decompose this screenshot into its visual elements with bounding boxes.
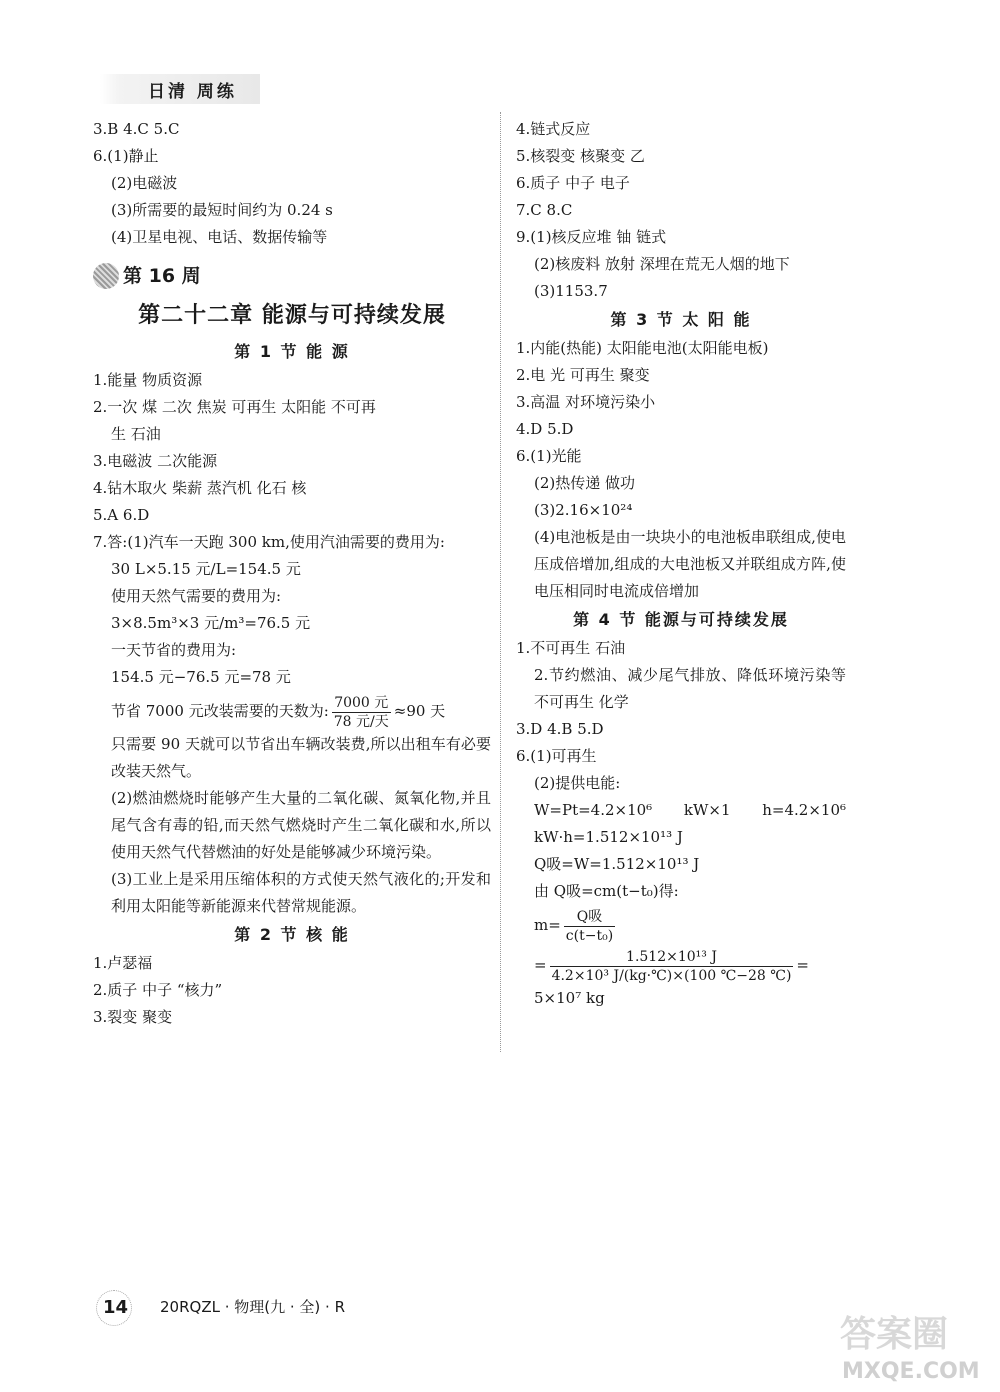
footer-text: 20RQZL · 物理(九 · 全) · R (160, 1298, 345, 1316)
answer-line: (3)所需要的最短时间约为 0.24 s (111, 201, 333, 219)
answer-line: 6.(1)光能 (516, 447, 582, 465)
watermark-url: MXQE.COM (842, 1359, 980, 1384)
answer-line: 6.(1)静止 (93, 147, 159, 165)
watermark-text: 答案圈 (840, 1314, 949, 1355)
page-header (100, 74, 260, 104)
answer-line: 1.能量 物质资源 (93, 371, 203, 389)
formula-line: W=Pt=4.2×10⁶ kW×1 h=4.2×10⁶ kW·h=1.512×10¹³ J (534, 801, 846, 846)
paragraph: 2.节约燃油、减少尾气排放、降低环境污染等 不可再生 化学 (534, 666, 846, 711)
section-3-title: 第 3 节 太 阳 能 (610, 310, 752, 329)
answer-line: 3.B 4.C 5.C (93, 120, 180, 138)
answer-line: 6.(1)可再生 (516, 747, 597, 765)
answer-line: 4.链式反应 (516, 120, 591, 138)
answer-line: (4)卫星电视、电话、数据传输等 (111, 228, 328, 246)
answer-line: (2)热传递 做功 (534, 474, 636, 492)
formula-line: 由 Q吸=cm(t−t₀)得: (534, 882, 679, 900)
answer-line: 生 石油 (111, 425, 161, 443)
answer-line: 2.一次 煤 二次 焦炭 可再生 太阳能 不可再 (93, 398, 376, 416)
right-column (516, 116, 846, 1012)
column-divider (500, 112, 501, 1052)
answer-line: 使用天然气需要的费用为: (111, 587, 282, 605)
watermark-logo (832, 1300, 982, 1386)
answer-line: 7.答:(1)汽车一天跑 300 km,使用汽油需要的费用为: (93, 533, 445, 551)
answer-line: 3×8.5m³×3 元/m³=76.5 元 (111, 614, 311, 632)
answer-line: 7.C 8.C (516, 201, 573, 219)
answer-line: 2.质子 中子 “核力” (93, 981, 223, 999)
week-badge-icon (93, 263, 119, 289)
section-2-title: 第 2 节 核 能 (234, 925, 350, 944)
answer-line: 1.不可再生 石油 (516, 639, 626, 657)
formula-line: Q吸=W=1.512×10¹³ J (534, 855, 700, 873)
answer-line: 2.电 光 可再生 聚变 (516, 366, 650, 384)
answer-line: (3)1153.7 (534, 282, 608, 300)
paragraph: (2)燃油燃烧时能够产生大量的二氧化碳、氮氧化物,并且尾气含有毒的铅,而天然气燃烧时产生二氧化碳和水,所以使用天然气代替燃油的好处是能够减少环境污染。 (111, 789, 491, 861)
answer-line: 4.D 5.D (516, 420, 574, 438)
answer-line: 3.裂变 聚变 (93, 1008, 173, 1026)
answer-line: (2)电磁波 (111, 174, 178, 192)
page-number-badge (96, 1290, 132, 1326)
answer-line: (2)提供电能: (534, 774, 621, 792)
page-number: 14 (103, 1297, 129, 1318)
section-1-title: 第 1 节 能 源 (234, 342, 350, 361)
answer-line: 一天节省的费用为: (111, 641, 237, 659)
answer-line: 5.A 6.D (93, 506, 150, 524)
answer-line: 154.5 元−76.5 元=78 元 (111, 668, 291, 686)
answer-line: 3.电磁波 二次能源 (93, 452, 218, 470)
answer-line: (3)2.16×10²⁴ (534, 501, 633, 519)
header-title: 日清 周练 (148, 82, 237, 102)
paragraph: (4)电池板是由一块块小的电池板串联组成,使电压成倍增加,组成的大电池板又并联组成方阵,使电压相同时电流成倍增加 (534, 528, 846, 600)
paragraph: 只需要 90 天就可以节省出车辆改装费,所以出租车有必要改装天然气。 (111, 735, 491, 780)
formula-line: m= $\frac{\text{Q吸}}{\text{c(t−t₀)}}$ (534, 908, 614, 944)
answer-line: 1.内能(热能) 太阳能电池(太阳能电板) (516, 339, 769, 357)
answer-line: (2)核废料 放射 深埋在荒无人烟的地下 (534, 255, 790, 273)
paragraph: (3)工业上是采用压缩体积的方式使天然气液化的;开发和利用太阳能等新能源来代替常规能源。 (111, 870, 491, 915)
answer-line: 9.(1)核反应堆 铀 链式 (516, 228, 667, 246)
answer-line: 3.高温 对环境污染小 (516, 393, 656, 411)
section-4-title: 第 4 节 能源与可持续发展 (573, 610, 789, 629)
answer-line: 5.核裂变 核聚变 乙 (516, 147, 645, 165)
formula-line: 5×10⁷ kg (534, 989, 605, 1007)
answer-line: 30 L×5.15 元/L=154.5 元 (111, 560, 301, 578)
answer-line: 6.质子 中子 电子 (516, 174, 630, 192)
fraction-line: 节省 7000 元改装需要的天数为: $\frac{\text{7000 元}}{\text{78 元/天}}$ ≈90 天 (111, 694, 446, 730)
formula-line: = $\frac{\text{1.512×10¹³ J}}{\text{4.2×10³ J/(kg·℃)×(100 ℃−28 ℃)}}$ = (534, 948, 809, 984)
chapter-title: 第二十二章 能源与可持续发展 (138, 303, 446, 328)
week-label: 第 16 周 (93, 257, 491, 293)
answer-line: 1.卢瑟福 (93, 954, 153, 972)
answer-line: 3.D 4.B 5.D (516, 720, 604, 738)
answer-line: 4.钻木取火 柴薪 蒸汽机 化石 核 (93, 479, 307, 497)
left-column (93, 116, 491, 1031)
